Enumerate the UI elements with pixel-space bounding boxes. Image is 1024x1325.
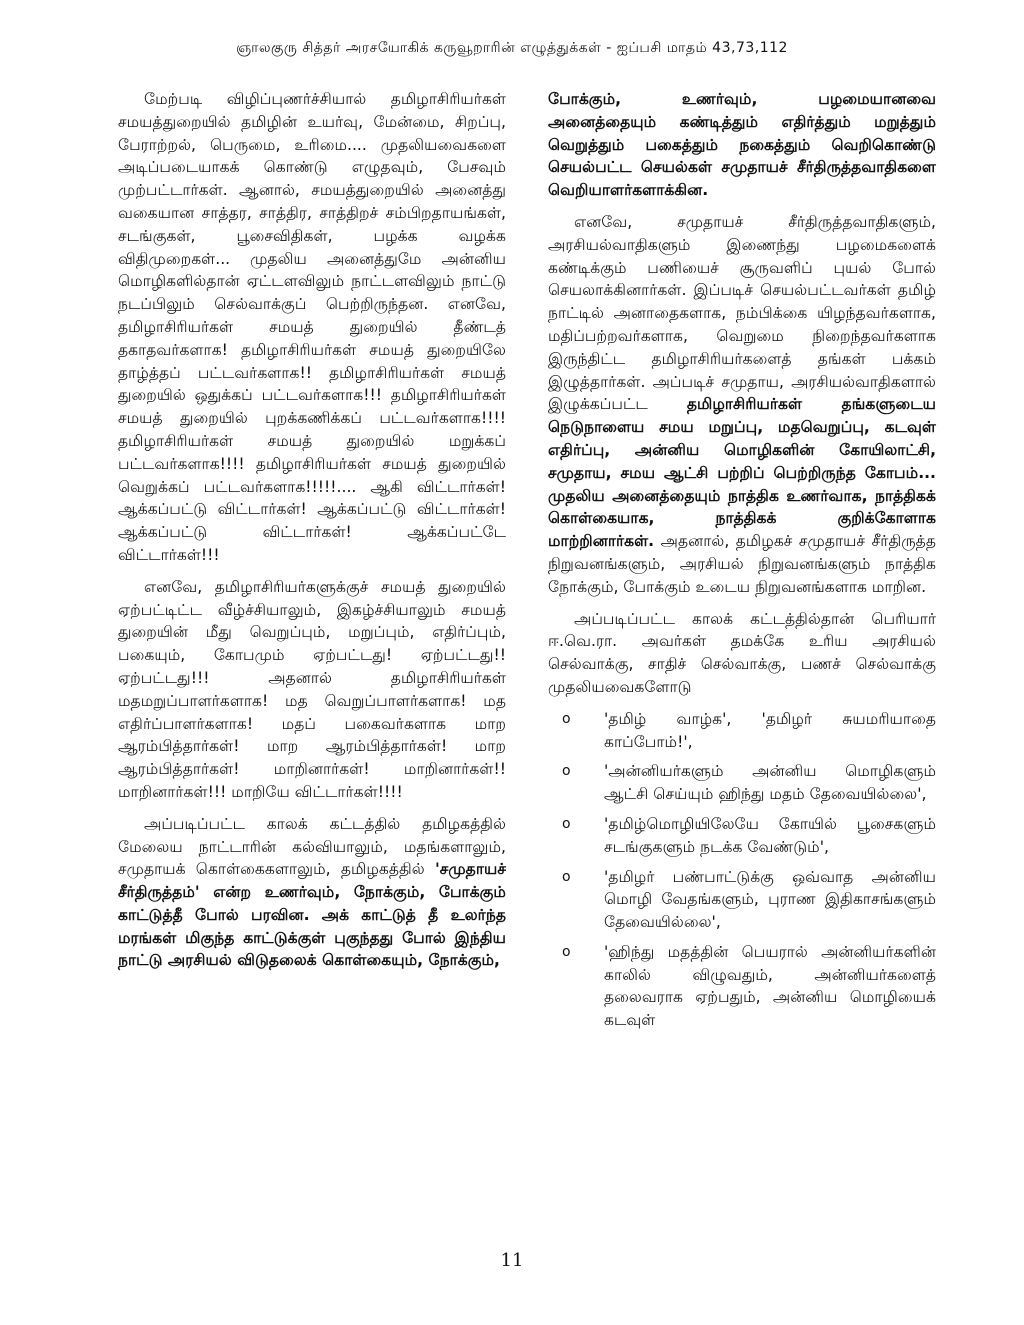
list-item-text: 'ஹிந்து மதத்தின் பெயரால் அன்னியர்களின் காலில் விழுவதும், அன்னியர்களைத் தலைவராக ஏற்பதும், அன்னிய மொழியைக் கடவுள் xyxy=(604,942,936,1030)
list-item xyxy=(548,708,936,754)
right-paragraph-1: போக்கும், உணர்வும், பழமையானவை அனைத்தையும் கண்டித்தும் எதிர்த்தும் மறுத்தும் வெறுத்தும் பகைத்தும் நகைத்தும் வெறிகொண்டு செயல்பட்ட செயல்கள் சமுதாயச் சீர்திருத்தவாதிகளை வெறியாளர்களாக்கின. xyxy=(548,90,936,200)
right-paragraph-2-bold-text: தமிழாசிரியர்கள் தங்களுடைய நெடுநாளைய சமய மறுப்பு, மதவெறுப்பு, கடவுள் எதிர்ப்பு, அன்னிய மொழிகளின் கோயிலாட்சி, சமுதாய, சமய ஆட்சி பற்றிப் பெற்றிருந்த கோபம்... முதலிய அனைத்தையும் நாத்திக உணர்வாக, நாத்திகக் கொள்கையாக, நாத்திகக் குறிக்கோளாக மாற்றினார்கள். xyxy=(548,395,936,551)
list-item-text: 'அன்னியர்களும் அன்னிய மொழிகளும் ஆட்சி செய்யும் ஹிந்து மதம் தேவையில்லை', xyxy=(604,762,936,804)
list-item-text: 'தமிழர் பண்பாட்டுக்கு ஒவ்வாத அன்னிய மொழி வேதங்களும், புராண இதிகாசங்களும் தேவையில்லை', xyxy=(604,867,936,932)
running-header: ஞாலகுரு சித்தர் அரசயோகிக் கருவூறாரின் எழுத்துக்கள் - ஐப்பசி மாதம் 43,73,112 xyxy=(236,40,788,56)
left-paragraph-1: மேற்படி விழிப்புணர்ச்சியால் தமிழாசிரியர்கள் சமயத்துறையில் தமிழின் உயர்வு, மேன்மை, சிறப்பு, பேராற்றல், பெருமை, உரிமை.... முதலியவைகளை அடிப்படையாகக் கொண்டு எழுதவும், பேசவும் முற்பட்டார்கள். ஆனால், சமயத்துறையில் அனைத்து வகையான சாத்தர, சாத்திர, சாத்திறச் சம்பிறதாயங்கள், சடங்குகள், பூசைவிதிகள், பழக்க வழக்க விதிமுறைகள்... முதலிய அனைத்துமே அன்னிய மொழிகளில்தான் ஏட்டளவிலும் நாட்டளவிலும் நாட்டு நடப்பிலும் செல்வாக்குப் பெற்றிருந்தன. எனவே, தமிழாசிரியர்கள் சமயத் துறையில் தீண்டத் தகாதவர்களாக! தமிழாசிரியர்கள் சமயத் துறையிலே தாழ்த்தப் பட்டவர்களாக!! தமிழாசிரியர்கள் சமயத் துறையில் ஒதுக்கப் பட்டவர்களாக!!! தமிழாசிரியர்கள் சமயத் துறையில் புறக்கணிக்கப் பட்டவர்களாக!!!! தமிழாசிரியர்கள் சமயத் துறையில் மறுக்கப் பட்டவர்களாக!!!! தமிழாசிரியர்கள் சமயத் துறையில் வெறுக்கப் பட்டவர்களாக!!!!!.... ஆகி விட்டார்கள்! ஆக்கப்பட்டு விட்டார்கள்! ஆக்கப்பட்டு விட்டார்கள்! ஆக்கப்பட்டு விட்டார்கள்! ஆக்கப்பட்டே விட்டார்கள்!!! xyxy=(118,90,506,564)
left-paragraph-3-bold-text: 'சமுதாயச் சீர்திருத்தம்' என்ற உணர்வும், நோக்கும், போக்கும் காட்டுத்தீ போல் பரவின. அக் காட்டுத் தீ உலர்ந்த மரங்கள் மிகுந்த காட்டுக்குள் புகுந்தது போல் இந்திய நாட்டு அரசியல் விடுதலைக் கொள்கையும், நோக்கும், xyxy=(118,860,506,970)
bullet-icon: o xyxy=(562,763,571,780)
list-item-text: 'தமிழ்மொழியிலேயே கோயில் பூசைகளும் சடங்குகளும் நடக்க வேண்டும்', xyxy=(604,814,936,856)
left-paragraph-3 xyxy=(118,813,506,973)
right-paragraph-3: அப்படிப்பட்ட காலக் கட்டத்தில்தான் பெரியார் ஈ.வெ.ரா. அவர்கள் தமக்கே உரிய அரசியல் செல்வாக்கு, சாதிச் செல்வாக்கு, பணச் செல்வாக்கு முதலியவைகளோடு xyxy=(548,609,936,696)
list-item-text: 'தமிழ் வாழ்க', 'தமிழர் சுயமரியாதை காப்போம்!', xyxy=(604,709,936,751)
page-number: 11 xyxy=(500,1250,524,1271)
right-column xyxy=(548,88,936,1039)
right-paragraph-2-text: எனவே, சமுதாயச் சீர்திருத்தவாதிகளும், அரசியல்வாதிகளும் இணைந்து பழமைகளைக் கண்டிக்கும் பணியைச் சூருவளிப் புயல் போல் செயலாக்கினார்கள். இப்படிச் செயல்பட்டவர்கள் தமிழ் நாட்டில் அனாதைகளாக, நம்பிக்கை யிழந்தவர்களாக, மதிப்பற்றவர்களாக, வெறுமை நிறைந்தவர்களாக இருந்திட்ட தமிழாசிரியர்களைத் தங்கள் பக்கம் இழுத்தார்கள். அப்படிச் சமுதாய, அரசியல்வாதிகளால் இழுக்கப்பட்ட xyxy=(548,212,936,414)
slogan-list xyxy=(548,708,936,1032)
right-paragraph-2 xyxy=(548,211,936,599)
right-paragraph-2-tail: அதனால், தமிழகச் சமுதாயச் சீர்திருத்த நிறுவனங்களும், அரசியல் நிறுவனங்களும் நாத்திக நோக்கும், போக்கும் உடைய நிறுவனங்களாக மாறின. xyxy=(548,532,936,596)
bullet-icon: o xyxy=(562,868,571,885)
bullet-icon: o xyxy=(562,943,571,960)
bullet-icon: o xyxy=(562,815,571,832)
list-item xyxy=(548,760,936,806)
list-item xyxy=(548,866,936,934)
left-paragraph-2: எனவே, தமிழாசிரியர்களுக்குச் சமயத் துறையில் ஏற்பட்டிட்ட வீழ்ச்சியாலும், இகழ்ச்சியாலும் சமயத் துறையின் மீது வெறுப்பும், மறுப்பும், எதிர்ப்பும், பகையும், கோபமும் ஏற்பட்டது! ஏற்பட்டது!! ஏற்பட்டது!!! அதனால் தமிழாசிரியர்கள் மதமறுப்பாளர்களாக! மத வெறுப்பாளர்களாக! மத எதிர்ப்பாளர்களாக! மதப் பகைவர்களாக மாற ஆரம்பித்தார்கள்! மாற ஆரம்பித்தார்கள்! மாற ஆரம்பித்தார்கள்! மாறினார்கள்! மாறினார்கள்!! மாறினார்கள்!!! மாறியே விட்டார்கள்!!!! xyxy=(118,577,506,801)
left-column xyxy=(118,88,506,981)
list-item xyxy=(548,941,936,1032)
bullet-icon: o xyxy=(562,710,571,727)
left-paragraph-3-text: அப்படிப்பட்ட காலக் கட்டத்தில் தமிழகத்தில் மேலைய நாட்டாரின் கல்வியாலும், மதங்களாலும், சமுதாயக் கொள்கைகளாலும், தமிழகத்தில் xyxy=(118,814,506,879)
list-item xyxy=(548,813,936,859)
